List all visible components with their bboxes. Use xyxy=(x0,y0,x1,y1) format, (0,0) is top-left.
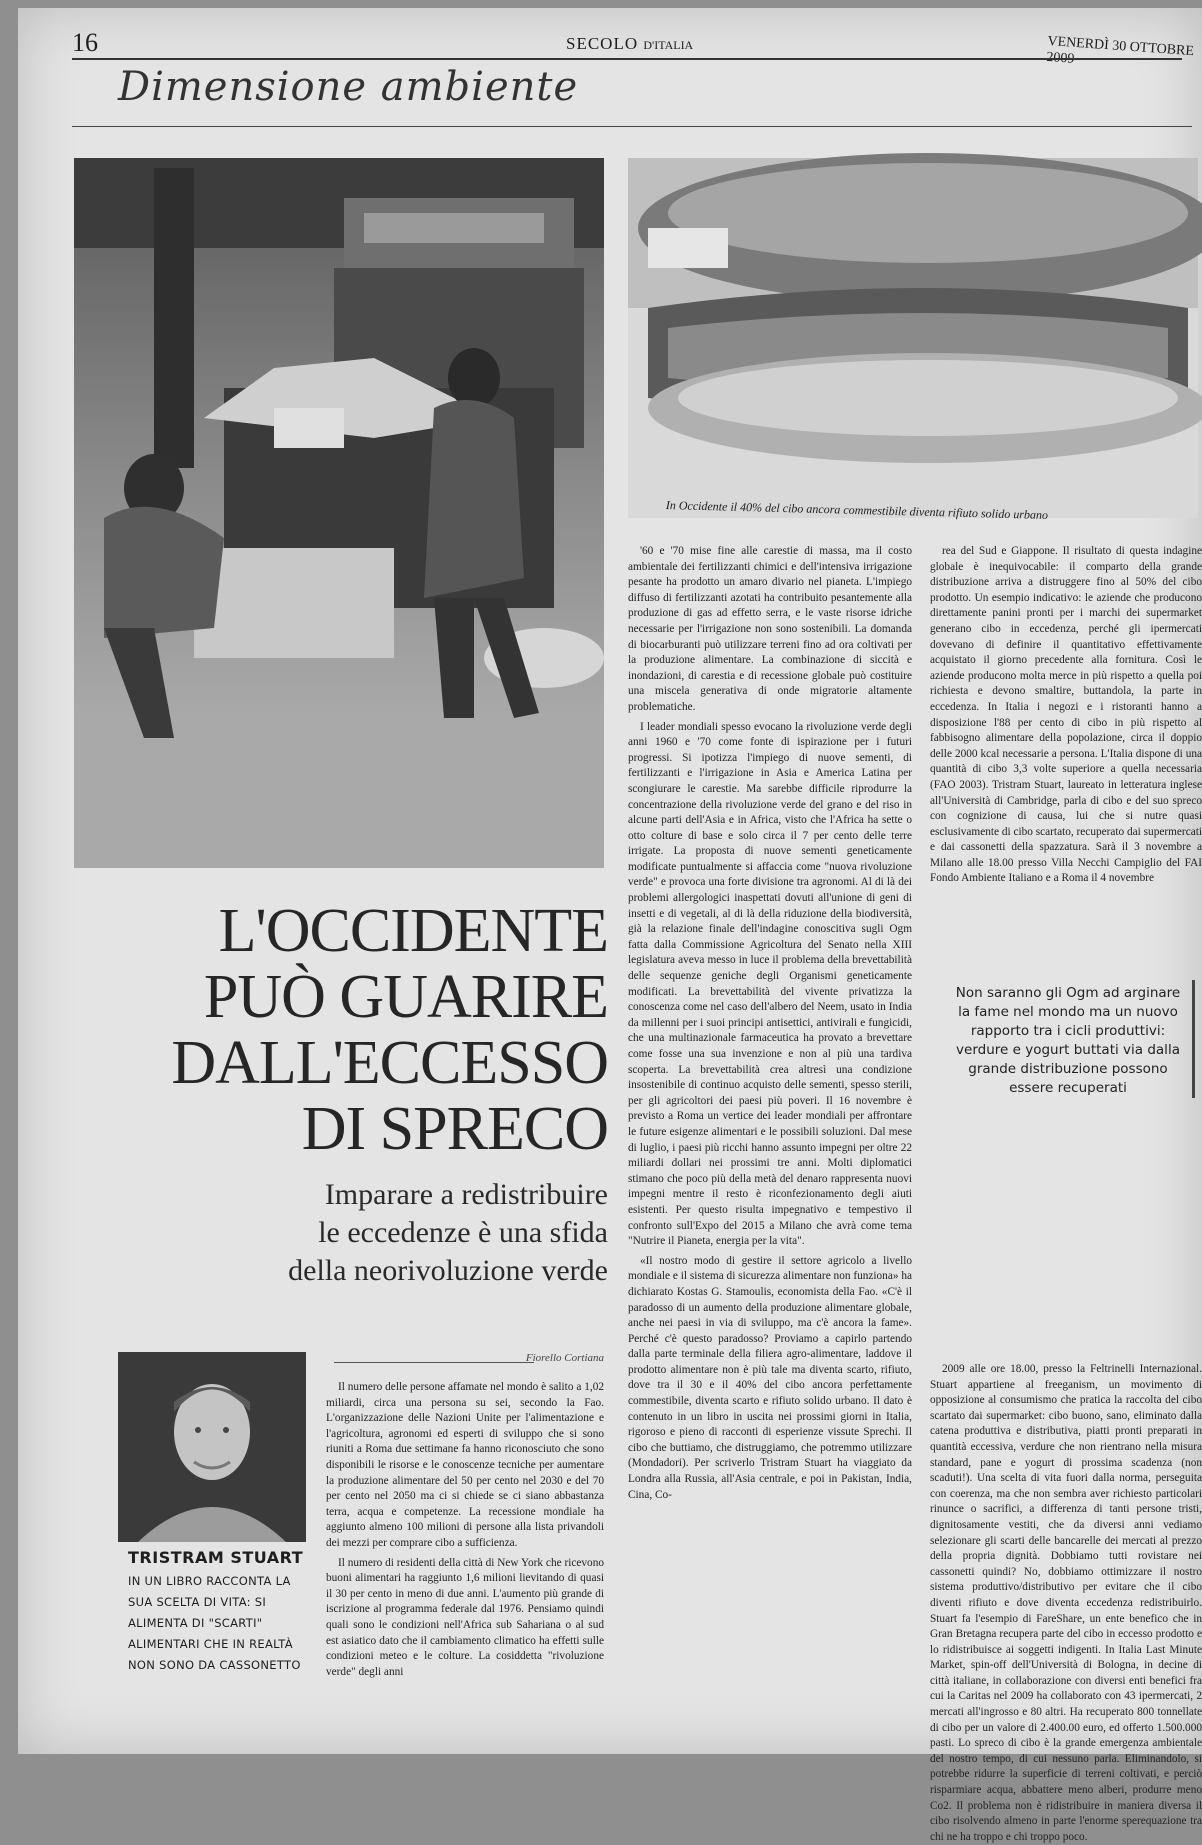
headline-line-1: L'OCCIDENTE xyxy=(218,897,608,965)
photo-garbage-pickers-image xyxy=(74,158,604,868)
headline-line-4: DI SPRECO xyxy=(301,1095,608,1163)
bio-name: TRISTRAM STUART xyxy=(128,1548,304,1567)
article-paragraph: '60 e '70 mise fine alle carestie di massa, ma il costo ambientale dei fertilizzanti chimici e dell'intensiva irrigazione pesante ha prodotto un amaro divario nel pianeta. L'impiego diffuso di fertilizzanti azotati ha contribuito pesantemente alla produzione di gas ad effetto serra, e le vaste risorse idriche necessarie per l'irrigazione non sono sostenibili. La domanda di biocarburanti può utilizzare terreni fino ad ora coltivati per la produzione alimentare. La combinazione di siccità e inondazioni, di carestia e di recessione globale può costituire una miscela generativa di onde migratorie altamente problematiche. xyxy=(628,545,912,713)
author-portrait-image xyxy=(118,1352,306,1542)
subheadline xyxy=(168,1176,608,1290)
byline-rule xyxy=(334,1362,534,1363)
photo-caption: In Occidente il 40% del cibo ancora commestibile diventa rifiuto solido urbano xyxy=(665,498,1049,523)
pull-quote-bar xyxy=(1192,980,1195,1098)
photo-sandwich xyxy=(628,158,1198,518)
bio-text: IN UN LIBRO RACCONTA LA SUA SCELTA DI VITA: SI ALIMENTA DI "SCARTI" ALIMENTARI CHE IN REALTÀ NON SONO DA CASSONETTO xyxy=(128,1574,301,1672)
headline-line-3: DALL'ECCESSO xyxy=(171,1029,608,1097)
masthead-suffix: D'ITALIA xyxy=(643,38,694,52)
headline xyxy=(168,898,608,1162)
photo-sandwich-image xyxy=(628,158,1198,518)
article-paragraph: Il numero delle persone affamate nel mondo è salito a 1,02 miliardi, circa una persona su sei, secondo la Fao. L'organizzazione delle Nazioni Unite per l'alimentazione e l'agricoltura, agronomi ed esperti di sviluppo che si sono riuniti a Roma due settimane fa hanno riconosciuto che sono disponibili le risorse e le conoscenze tecniche per aumentare la produzione alimentare del 50 per cento nel 2030 e del 70 per cento nel 2050 ma ci si chiede se ci siano abbastanza terra, acqua e competenze. La recessione mondiale ha aggiunto almeno 100 milioni di persone alla lista privandoli dei mezzi per comprare cibo a sufficienza. xyxy=(326,1381,604,1549)
article-paragraph: 2009 alle ore 18.00, presso la Feltrinelli Internazional. Stuart appartiene al freeganism, un movimento di opposizione al consumismo che pratica la raccolta del cibo scartato dai supermarket: cibo buono, sano, eliminato dalla catena produttiva e distributiva, piatti pronti preparati in quantità eccessiva, verdure che non rientrano nella misura standard, pane e yogurt di prossima scadenza (non scaduti!). Una scelta di vita fuori dalla norma, perseguita con coerenza, ma che non sembra aver richiesto particolari rinunce o sacrifici, a differenza di tanti persone tristi, dignitosamente vestiti, che da diversi anni vediamo selezionare gli scarti delle bancarelle dei mercati al prezzo della propria dignità. Dobbiamo tutti rovistare nei cassonetti quindi? No, dobbiamo ottimizzare il nostro sistema produttivo/distributivo per evitare che il cibo diventi rifiuto e dove diventa eccedenza redistribuirlo. Stuart fa l'esempio di FareShare, un ente benefico che in Gran Bretagna recupera parte del cibo in eccesso prodotto e lo ridistribuisce ai soggetti indigenti. In Italia Last Minute Market, spin-off dell'Università di Bologna, in decine di città italiane, in collaborazione con diversi enti benefici fra cui la Caritas nel 2009 ha collaborato con 43 ipermercati, 2 mercati all'ingrosso e 80 altri. Ha recuperato 800 tonnellate di cibo per un valore di 2.400.00 euro, ed offerto 1.500.000 pasti. Lo spreco di cibo è la grande emergenza ambientale del nostro tempo, di cui nessuno parla. Eliminandolo, si potrebbe ridurre la superficie di terreni coltivati, e perciò risparmiare acqua, abbattere meno alberi, produrre meno Co2. Il problema non è ridistribuire in maniera diversa il cibo risolvendo almeno in parte l'enorme sperequazione tra chi ne ha troppo e chi troppo poco. xyxy=(930,1363,1202,1843)
byline: Fiorello Cortiana xyxy=(525,1352,604,1364)
masthead-title: SECOLO xyxy=(566,34,639,53)
subheadline-line-2: le eccedenze è una sfida xyxy=(318,1216,608,1249)
article-paragraph: I leader mondiali spesso evocano la rivoluzione verde degli anni 1960 e '70 come fonte di ispirazione per i futuri progressi. Si ipotizza l'impiego di nuove sementi, di fertilizzanti e l'irrigazione in Asia e America Latina per scongiurare le carestie. Ma sarebbe difficile riprodurre la concentrazione della rivoluzione verde del grano e del riso in alcune parti dell'Asia e in Africa, visto che l'Africa ha sette o otto colture di base e solo circa il 7 per cento delle terre irrigate. La proposta di nuove sementi geneticamente modificate puntualmente si affaccia come "nuova rivoluzione verde" e provoca una forte divisione tra agronomi. Al di là dei problemi allergologici inaspettati dovuti all'unione di geni di insetti e di vegetali, al di là della riduzione della biodiversità, già la relazione finale dell'indagine conoscitiva sugli Ogm fatta dalla Commissione Agricoltura del Senato nella XIII legislatura aveva messo in luce il problema della brevettabilità delle sequenze geniche degli Organismi geneticamente modificati. La brevettabilità del vivente privatizza la conoscenza come nel caso dell'albero del Neem, usato in India da millenni per i suoi principi antisettici, antivirali e fungicidi, che una multinazionale farmaceutica ha provato a brevettare come fosse una sua invenzione e non al più una tardiva scoperta. La brevettabilità crea altresì una condizione insostenibile di continuo acquisto delle sementi, spesso sterili, per gli agricoltori dei paesi più poveri. Il 16 novembre è previsto a Roma un vertice dei leader mondiali per affrontare le future esigenze alimentari e le possibili soluzioni. Dal mese di luglio, i paesi più ricchi hanno assunto impegni per oltre 22 miliardi dollari nei prossimi tre anni. Molti diplomatici stimano che poco più della metà del denaro rappresenta nuovi impegni mentre il resto è riconfezionamento degli aiuti esistenti. Per questo risulta impegnativo e tempestivo il confronto sull'Expo del 2015 a Milano che avrà come tema "Nutrire il Pianeta, energia per la vita". xyxy=(628,720,912,1248)
article-column-3 xyxy=(930,544,1202,984)
page-number: 16 xyxy=(72,28,98,57)
header-rule xyxy=(72,58,1182,60)
masthead xyxy=(566,34,693,54)
article-column-1 xyxy=(326,1380,604,1740)
subheadline-line-1: Imparare a redistribuire xyxy=(324,1178,608,1211)
article-paragraph: rea del Sud e Giappone. Il risultato di questa indagine globale è inequivocabile: il comparto della grande distribuzione arriva a distruggere fino al 50% del cibo prodotto. Un esempio indicativo: le aziende che producono direttamente panini pronti per i marchi dei supermarket generano cibo in eccedenza, perché gli ipermercati dovevano di definire il quantitativo effettivamente acquistato il giorno precedente alla fornitura. Così le aziende producono molta merce in più rispetto a quella poi richiesta e devono smaltire, buttandola, la parte in eccedenza. In Italia i negozi e i ristoranti hanno a disposizione l'88 per cento di cibo in più rispetto al fabbisogno alimentare della popolazione, circa il doppio delle 2000 kcal necessarie a persona. L'Italia dispone di una quantità di cibo 3,3 volte superiore a quella necessaria (FAO 2003). Tristram Stuart, laureato in letteratura inglese all'Università di Cambridge, parla di cibo e del suo spreco con cognizione di causa, lui che si nutre quasi esclusivamente di cibo scartato, recuperato dai supermercati e dai cassonetti della spazzatura. Sarà il 3 novembre a Milano alle 18.00 presso Villa Necchi Campiglio del FAI Fondo Ambiente Italiano e a Roma il 4 novembre xyxy=(930,545,1202,885)
author-bio xyxy=(128,1548,308,1676)
article-paragraph: Il numero di residenti della città di New York che ricevono buoni alimentari ha raggiunto 1,6 milioni lievitando di quasi il 30 per cento in meno di due anni. L'aumento più grande di iscrizione al programma federale dal 1976. Pensiamo quindi quali sono le condizioni nell'Africa sub Sahariana o al sud est asiatico dato che il cambiamento climatico ha effetti sulle condizioni meteo e le colture. La cosiddetta "rivoluzione verde" degli anni xyxy=(326,1556,604,1678)
dateline: VENERDÌ 30 OTTOBRE 2009 xyxy=(1045,34,1195,67)
section-rule xyxy=(72,126,1192,127)
photo-garbage-pickers xyxy=(74,158,604,868)
section-title: Dimensione ambiente xyxy=(118,64,579,110)
pull-quote: Non saranno gli Ogm ad arginare la fame nel mondo ma un nuovo rapporto tra i cicli produttivi: verdure e yogurt buttati via dalla grande distribuzione possono essere recuperati xyxy=(955,985,1181,1096)
author-portrait xyxy=(118,1352,306,1542)
subheadline-line-3: della neorivoluzione verde xyxy=(288,1254,608,1287)
article-paragraph: «Il nostro modo di gestire il settore agricolo a livello mondiale e il sistema di sicurezza alimentare non funziona» ha dichiarato Kostas G. Stamoulis, economista della Fao. «C'è il paradosso di un aumento della produzione alimentare globale, anche nei paesi in via di sviluppo, ma c'è ancora la fame». Perché c'è questo paradosso? Proviamo a capirlo partendo dalla parte terminale della filiera agro-alimentare, laddove il prodotto alimentare non è più tale ma diventa scarto, rifiuto, dove tra il 30 e il 40% del cibo ancora perfettamente commestibile, diventa scarto e rifiuto solido urbano. Il dato è contenuto in un libro in uscita nei prossimi giorni in Italia, rigoroso e pieno di racconti di esperienze vissute Sprechi. Il cibo che buttiamo, che distruggiamo, che potremmo utilizzare (Mondadori). Per scriverlo Tristram Stuart ha viaggiato da Londra alla Russia, all'Asia centrale, e poi in Pakistan, India, Cina, Co- xyxy=(628,1254,912,1501)
article-column-4 xyxy=(930,1362,1202,1843)
headline-line-2: PUÒ GUARIRE xyxy=(203,963,608,1031)
newspaper-page xyxy=(18,8,1202,1843)
article-column-2 xyxy=(628,544,912,1754)
